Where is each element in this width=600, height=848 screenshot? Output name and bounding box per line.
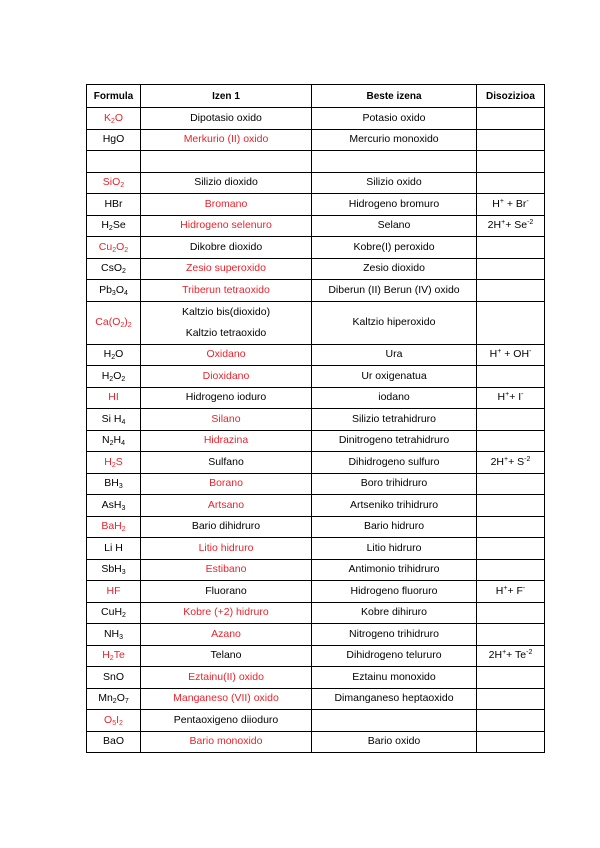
formula-part: 2	[127, 322, 132, 329]
formula-part: BaO	[102, 735, 124, 748]
formula-part: CsO	[101, 262, 123, 275]
formula-part: BH	[104, 477, 119, 490]
formula-part: 4	[121, 418, 126, 426]
disozizioa-part: + I	[509, 391, 522, 404]
disozizioa-cell	[477, 667, 545, 689]
formula-part: 4	[121, 440, 125, 448]
izen-1-cell: Triberun tetraoxido	[141, 280, 312, 302]
izen-1-cell: Litio hidruro	[141, 538, 312, 560]
formula-part: 4	[124, 289, 128, 297]
beste-izena-cell: Silizio tetrahidruro	[312, 409, 477, 431]
table-row	[87, 280, 545, 302]
disozizioa-part: -	[526, 197, 529, 205]
formula-part: SbH	[101, 563, 122, 576]
table-row	[87, 301, 545, 344]
disozizioa-cell	[477, 430, 545, 452]
izen-1-cell: Kobre (+2) hidruro	[141, 602, 312, 624]
disozizioa-part: +	[503, 584, 508, 592]
formula-part: SiO	[102, 176, 121, 189]
izen-1-cell: Telano	[141, 645, 312, 667]
formula-part: 2	[111, 461, 116, 469]
disozizioa-cell	[477, 280, 545, 302]
disozizioa-part: H	[497, 391, 506, 404]
disozizioa-cell	[477, 452, 545, 474]
beste-izena-cell: Zesio dioxido	[312, 258, 477, 280]
table-row	[87, 344, 545, 366]
disozizioa-cell	[477, 215, 545, 237]
formula-part: 2	[108, 225, 113, 233]
izen-1-cell	[141, 301, 312, 344]
izen-1-cell: Silano	[141, 409, 312, 431]
formula-part: 2	[112, 698, 117, 706]
beste-izena-cell	[312, 151, 477, 173]
header-beste-izena: Beste izena	[312, 85, 477, 108]
formula-cell	[87, 581, 141, 603]
izen-1-cell: Bario dihidruro	[141, 516, 312, 538]
beste-izena-cell: Hidrogeno fluoruro	[312, 581, 477, 603]
disozizioa-cell	[477, 624, 545, 646]
table-row	[87, 495, 545, 517]
izen-1-cell: Sulfano	[141, 452, 312, 474]
formula-cell	[87, 151, 141, 173]
beste-izena-cell: Bario oxido	[312, 731, 477, 753]
izen-1-cell	[141, 151, 312, 173]
disozizioa-part: 2H	[490, 455, 505, 468]
disozizioa-cell	[477, 516, 545, 538]
izen-1-cell: Dioxidano	[141, 366, 312, 388]
formula-part: 2	[110, 117, 115, 125]
izen-1-line: Kaltzio tetraoxido	[185, 326, 267, 339]
disozizioa-part: + Br	[503, 197, 527, 210]
table-row	[87, 237, 545, 259]
disozizioa-cell	[477, 538, 545, 560]
disozizioa-cell	[477, 344, 545, 366]
formula-part: O	[116, 692, 125, 705]
izen-1-cell: Manganeso (VII) oxido	[141, 688, 312, 710]
disozizioa-cell	[477, 710, 545, 732]
disozizioa-cell	[477, 151, 545, 173]
beste-izena-cell: Kobre dihiruro	[312, 602, 477, 624]
formula-cell	[87, 688, 141, 710]
formula-part: Mn	[98, 692, 113, 705]
table-row	[87, 559, 545, 581]
table-row	[87, 473, 545, 495]
formula-cell	[87, 366, 141, 388]
beste-izena-cell: Bario hidruro	[312, 516, 477, 538]
formula-part: 2	[109, 375, 114, 383]
disozizioa-cell	[477, 581, 545, 603]
formula-cell	[87, 645, 141, 667]
disozizioa-part: -2	[527, 219, 534, 227]
formula-cell	[87, 559, 141, 581]
table-row	[87, 366, 545, 388]
beste-izena-cell	[312, 710, 477, 732]
table-row	[87, 581, 545, 603]
disozizioa-part: + OH	[501, 348, 530, 361]
formula-part: O	[104, 713, 113, 726]
formula-part: 2	[109, 655, 114, 663]
disozizioa-part: + F	[507, 584, 523, 597]
disozizioa-part: +	[502, 649, 507, 657]
formula-cell	[87, 624, 141, 646]
table-body	[87, 108, 545, 753]
formula-part: H	[101, 369, 110, 382]
beste-izena-cell: Diberun (II) Berun (IV) oxido	[312, 280, 477, 302]
formula-part: HF	[106, 584, 121, 597]
formula-cell	[87, 409, 141, 431]
disozizioa-part: 2H	[487, 219, 502, 232]
disozizioa-cell	[477, 409, 545, 431]
formula-part: 2	[109, 440, 114, 448]
table-row	[87, 258, 545, 280]
formula-part: 5	[112, 719, 117, 727]
formula-cell	[87, 215, 141, 237]
formula-cell	[87, 516, 141, 538]
izen-1-line: Kaltzio bis(dioxido)	[181, 305, 271, 318]
formula-part: CuH	[101, 606, 123, 619]
izen-1-cell: Estibano	[141, 559, 312, 581]
disozizioa-cell	[477, 495, 545, 517]
table-row	[87, 452, 545, 474]
formula-part: 3	[121, 569, 126, 577]
disozizioa-part: -	[529, 348, 532, 356]
formula-part: SnO	[102, 670, 124, 683]
izen-1-cell: Borano	[141, 473, 312, 495]
formula-cell	[87, 172, 141, 194]
beste-izena-cell: Boro trihidruro	[312, 473, 477, 495]
formula-part: H	[113, 434, 122, 447]
formula-cell	[87, 108, 141, 130]
formula-part: Si H	[101, 412, 122, 425]
disozizioa-part: +	[497, 348, 502, 356]
disozizioa-cell	[477, 559, 545, 581]
formula-part: 2	[122, 268, 126, 276]
formula-part: H	[101, 219, 109, 232]
formula-cell	[87, 538, 141, 560]
beste-izena-cell: Artseniko trihidruro	[312, 495, 477, 517]
disozizioa-part: H	[489, 348, 498, 361]
izen-1-cell: Silizio dioxido	[141, 172, 312, 194]
beste-izena-cell: Nitrogeno trihidruro	[312, 624, 477, 646]
beste-izena-cell: iodano	[312, 387, 477, 409]
beste-izena-cell: Selano	[312, 215, 477, 237]
formula-cell	[87, 129, 141, 151]
izen-1-cell: Fluorano	[141, 581, 312, 603]
formula-part: Li H	[104, 541, 123, 554]
disozizioa-cell	[477, 366, 545, 388]
disozizioa-cell	[477, 602, 545, 624]
formula-part: HgO	[102, 133, 125, 146]
izen-1-cell: Hidrogeno selenuro	[141, 215, 312, 237]
formula-part: S	[115, 455, 123, 468]
beste-izena-cell: Mercurio monoxido	[312, 129, 477, 151]
disozizioa-cell	[477, 301, 545, 344]
formula-part: H	[104, 455, 112, 468]
formula-part: 2	[119, 719, 123, 727]
disozizioa-part: H	[495, 584, 504, 597]
beste-izena-cell: Eztainu monoxido	[312, 667, 477, 689]
beste-izena-cell: Dimanganeso heptaoxido	[312, 688, 477, 710]
formula-cell	[87, 301, 141, 344]
table-row	[87, 430, 545, 452]
izen-1-cell: Artsano	[141, 495, 312, 517]
formula-cell	[87, 602, 141, 624]
formula-part: 2	[112, 246, 117, 254]
formula-part: 2	[122, 612, 126, 620]
beste-izena-cell: Potasio oxido	[312, 108, 477, 130]
formula-part: 2	[124, 246, 129, 254]
formula-cell	[87, 731, 141, 753]
formula-part: N	[102, 434, 110, 447]
disozizioa-part: -2	[524, 455, 531, 463]
disozizioa-part: 2H	[488, 649, 503, 662]
disozizioa-cell	[477, 473, 545, 495]
izen-1-cell: Dipotasio oxido	[141, 108, 312, 130]
disozizioa-part: +	[501, 219, 506, 227]
table-row	[87, 108, 545, 130]
izen-1-cell: Dikobre dioxido	[141, 237, 312, 259]
formula-part: 2	[121, 375, 126, 383]
disozizioa-part: +	[505, 391, 510, 399]
disozizioa-cell	[477, 387, 545, 409]
table-row	[87, 194, 545, 216]
disozizioa-cell	[477, 237, 545, 259]
formula-part: 2	[111, 354, 116, 362]
formula-part: O	[115, 348, 124, 361]
table-row	[87, 731, 545, 753]
formula-part: 3	[118, 483, 123, 491]
table-row	[87, 387, 545, 409]
formula-cell	[87, 495, 141, 517]
disozizioa-cell	[477, 129, 545, 151]
formula-cell	[87, 387, 141, 409]
formula-part: O	[115, 283, 124, 296]
formula-cell	[87, 344, 141, 366]
izen-1-cell: Hidrazina	[141, 430, 312, 452]
disozizioa-part: +	[504, 455, 509, 463]
beste-izena-cell: Kaltzio hiperoxido	[312, 301, 477, 344]
formula-part: H	[102, 649, 110, 662]
beste-izena-cell: Kobre(I) peroxido	[312, 237, 477, 259]
disozizioa-part: +	[499, 197, 504, 205]
beste-izena-cell: Antimonio trihidruro	[312, 559, 477, 581]
formula-part: I	[116, 713, 120, 726]
disozizioa-cell	[477, 645, 545, 667]
formula-part: HBr	[104, 197, 123, 210]
table-row	[87, 645, 545, 667]
table-row	[87, 602, 545, 624]
formula-cell	[87, 237, 141, 259]
disozizioa-part: H	[492, 197, 500, 210]
formula-part: HI	[108, 391, 119, 404]
formula-part: 3	[119, 633, 124, 641]
disozizioa-part: -2	[526, 649, 533, 657]
izen-1-cell: Azano	[141, 624, 312, 646]
beste-izena-cell: Dinitrogeno tetrahidruro	[312, 430, 477, 452]
izen-1-cell: Pentaoxigeno diioduro	[141, 710, 312, 732]
header-izen-1: Izen 1	[141, 85, 312, 108]
formula-cell	[87, 258, 141, 280]
formula-part: NH	[103, 627, 120, 640]
header-row	[87, 85, 545, 108]
disozizioa-part: + Se	[505, 219, 528, 232]
disozizioa-cell	[477, 108, 545, 130]
izen-1-cell: Zesio superoxido	[141, 258, 312, 280]
table-row	[87, 538, 545, 560]
izen-1-cell: Bario monoxido	[141, 731, 312, 753]
formula-part: O	[116, 240, 125, 253]
formula-part: Ca(O	[95, 316, 121, 328]
beste-izena-cell: Dihidrogeno sulfuro	[312, 452, 477, 474]
disozizioa-part: + S	[508, 455, 525, 468]
izen-1-cell: Merkurio (II) oxido	[141, 129, 312, 151]
table-row	[87, 172, 545, 194]
chemical-nomenclature-table	[86, 84, 545, 753]
disozizioa-cell	[477, 258, 545, 280]
formula-part: Te	[113, 649, 125, 662]
disozizioa-part: -	[521, 391, 524, 399]
table-row	[87, 710, 545, 732]
formula-part: AsH	[101, 498, 122, 511]
formula-cell	[87, 710, 141, 732]
formula-part: O	[114, 111, 124, 124]
table-row	[87, 215, 545, 237]
formula-part: K	[103, 111, 111, 124]
formula-part: 2	[120, 322, 125, 329]
izen-1-cell: Eztainu(II) oxido	[141, 667, 312, 689]
formula-part: BaH	[101, 520, 122, 533]
formula-part: Pb	[99, 283, 112, 296]
disozizioa-part: -	[522, 584, 526, 592]
table-row	[87, 688, 545, 710]
table-row	[87, 129, 545, 151]
formula-part: H	[103, 348, 112, 361]
formula-part: )	[124, 316, 128, 328]
header-disozizioa: Disozizioa	[477, 85, 545, 108]
formula-part: Se	[112, 219, 126, 232]
formula-cell	[87, 430, 141, 452]
formula-cell	[87, 280, 141, 302]
formula-part: 3	[121, 504, 126, 512]
table-row	[87, 151, 545, 173]
disozizioa-cell	[477, 731, 545, 753]
beste-izena-cell: Hidrogeno bromuro	[312, 194, 477, 216]
table-row	[87, 667, 545, 689]
header-formula: Formula	[87, 85, 141, 108]
formula-cell	[87, 452, 141, 474]
formula-part: Cu	[98, 240, 113, 253]
formula-part: 2	[121, 526, 126, 534]
formula-cell	[87, 667, 141, 689]
beste-izena-cell: Ur oxigenatua	[312, 366, 477, 388]
disozizioa-cell	[477, 172, 545, 194]
formula-part: O	[113, 369, 122, 382]
disozizioa-cell	[477, 194, 545, 216]
disozizioa-cell	[477, 688, 545, 710]
beste-izena-cell: Litio hidruro	[312, 538, 477, 560]
izen-1-cell: Hidrogeno ioduro	[141, 387, 312, 409]
formula-cell	[87, 473, 141, 495]
table-row	[87, 516, 545, 538]
table-row	[87, 409, 545, 431]
beste-izena-cell: Dihidrogeno telururo	[312, 645, 477, 667]
table-row	[87, 624, 545, 646]
formula-cell	[87, 194, 141, 216]
formula-part: 2	[120, 182, 125, 190]
beste-izena-cell: Ura	[312, 344, 477, 366]
izen-1-cell: Oxidano	[141, 344, 312, 366]
disozizioa-part: + Te	[506, 649, 527, 662]
formula-part: 7	[124, 698, 129, 706]
formula-part: 3	[111, 289, 116, 297]
izen-1-cell: Bromano	[141, 194, 312, 216]
beste-izena-cell: Silizio oxido	[312, 172, 477, 194]
